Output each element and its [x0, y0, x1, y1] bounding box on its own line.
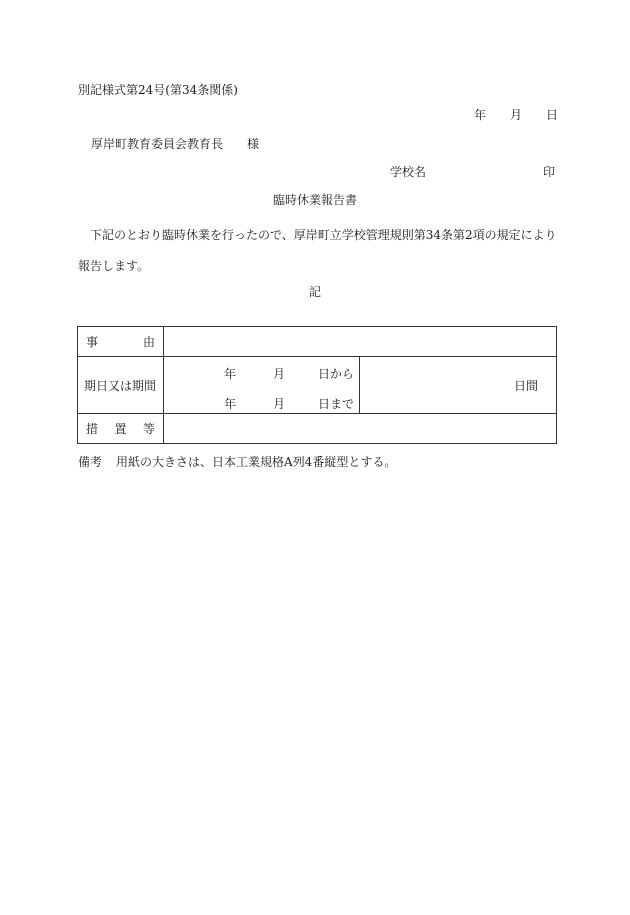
- table-row-reason: [78, 327, 557, 357]
- form-reference: 別記様式第24号(第34条関係): [78, 83, 238, 97]
- end-day-label: 日まで: [318, 397, 355, 411]
- measures-label-cell: [78, 414, 164, 444]
- measures-label-char-2: 置: [114, 422, 127, 436]
- period-label: 期日又は期間: [84, 378, 157, 393]
- report-table: [77, 326, 557, 444]
- period-label-cell: [78, 357, 164, 414]
- honorific: 様: [247, 137, 260, 151]
- remark-text: 用紙の大きさは、日本工業規格A列4番縦型とする。: [116, 455, 397, 469]
- reason-value-cell: [164, 327, 557, 357]
- table-row-period: [78, 357, 557, 414]
- remark-line: [78, 456, 396, 468]
- period-dates-cell: [164, 357, 360, 414]
- date-year-label: 年: [474, 108, 487, 122]
- end-month-label: 月: [273, 397, 286, 411]
- date-month-label: 月: [510, 108, 523, 122]
- days-label: 日間: [513, 378, 538, 393]
- date-day-label: 日: [546, 108, 559, 122]
- period-days-cell: [360, 357, 557, 414]
- measures-label-char-3: 等: [142, 422, 155, 436]
- body-text: 下記のとおり臨時休業を行ったので、厚岸町立学校管理規則第34条第2項の規定により報告します。: [78, 228, 557, 273]
- ki-heading: 記: [309, 285, 322, 299]
- start-month-label: 月: [273, 367, 286, 381]
- addressee-line: [91, 138, 259, 150]
- document-title: 臨時休業報告書: [273, 193, 358, 207]
- measures-value-cell: [164, 414, 557, 444]
- table-row-measures: [78, 414, 557, 444]
- reason-label-char-1: 事: [86, 335, 99, 349]
- reason-label-cell: [78, 327, 164, 357]
- start-day-label: 日から: [318, 367, 355, 381]
- remark-label: 備考: [78, 455, 103, 469]
- measures-label-char-1: 措: [86, 422, 99, 436]
- end-year-label: 年: [224, 397, 237, 411]
- start-year-label: 年: [224, 367, 237, 381]
- date-line: [474, 109, 558, 121]
- seal-label: 印: [543, 165, 556, 179]
- reason-label-char-2: 由: [142, 335, 155, 349]
- addressee: 厚岸町教育委員会教育長: [91, 137, 224, 151]
- school-name-label: 学校名: [390, 165, 427, 179]
